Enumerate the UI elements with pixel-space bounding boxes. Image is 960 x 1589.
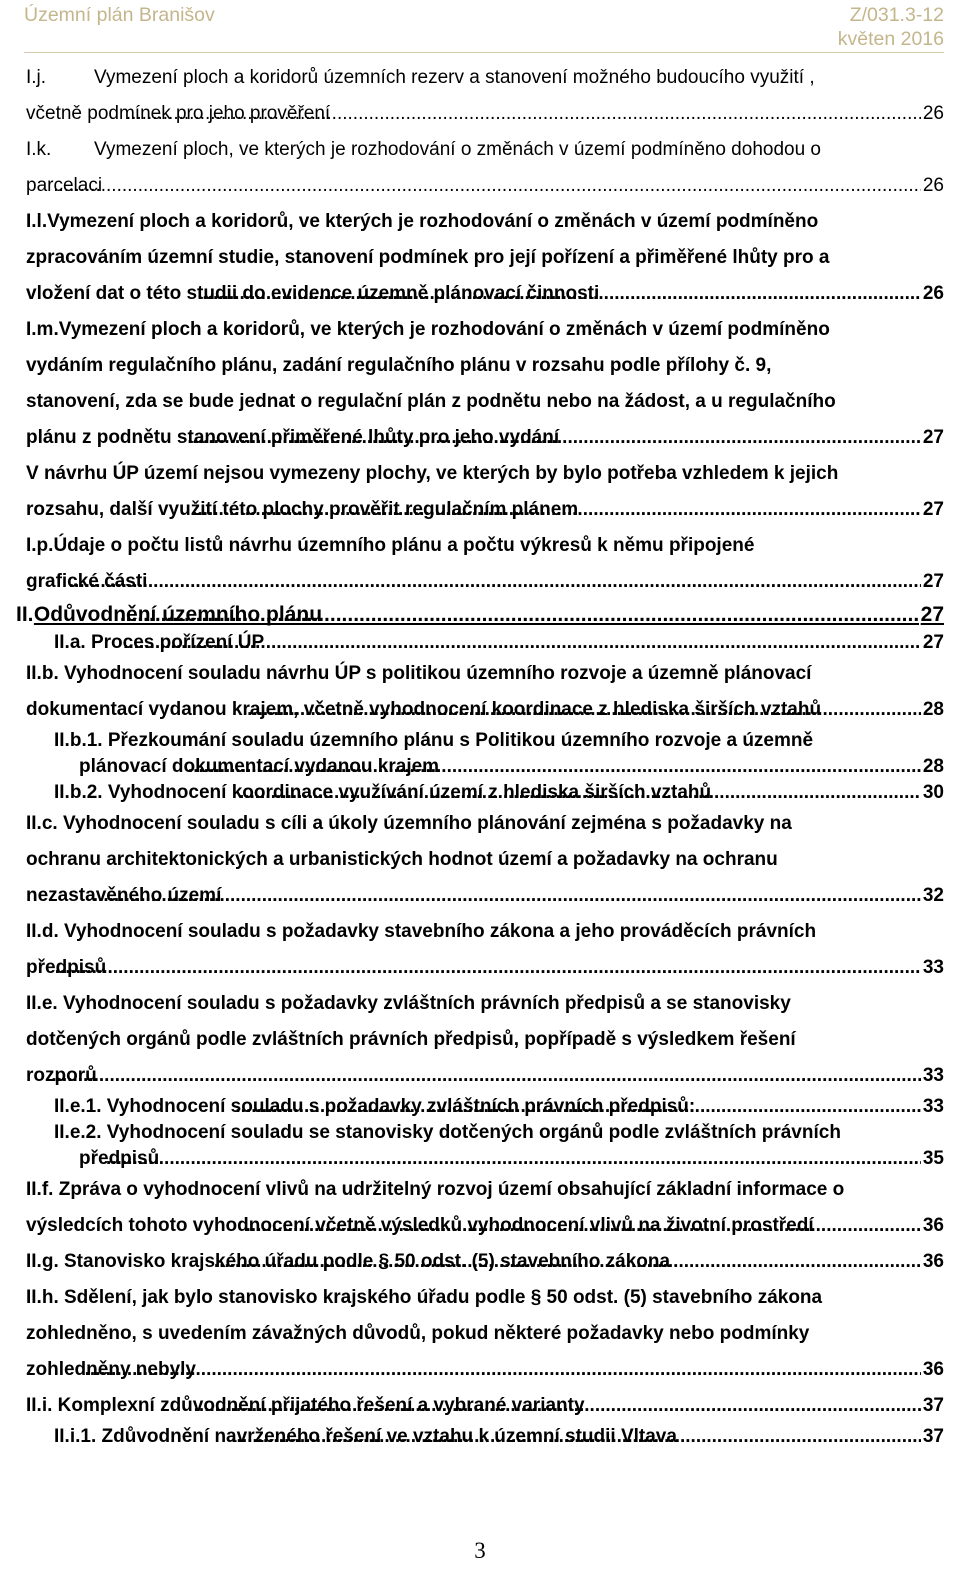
toc-entry[interactable]: [54, 1094, 944, 1120]
dot-leader: [69, 564, 921, 600]
toc-entry-title: zohledněny nebyly: [26, 1359, 196, 1380]
dot-leader: [231, 1424, 921, 1450]
toc-page-number: 33: [922, 957, 944, 978]
dot-leader: [51, 1058, 920, 1094]
table-of-contents: [16, 60, 944, 1450]
toc-entry[interactable]: [26, 1172, 944, 1244]
document-code: Z/031.3-12: [849, 4, 944, 26]
toc-entry-title: včetně podmínek pro jeho prověření: [26, 103, 331, 124]
toc-entry[interactable]: [26, 914, 944, 986]
toc-entry-line: [26, 456, 944, 492]
toc-entry-line: [26, 842, 944, 878]
dot-leader: [246, 1208, 921, 1244]
dot-leader: [235, 1094, 920, 1120]
toc-entry-title: Vymezení ploch a koridorů územních rezerv a stanovení možného budoucího využití ,: [94, 67, 815, 88]
dot-leader: [247, 692, 921, 728]
toc-entry-line: [26, 492, 944, 528]
toc-page-number: 36: [922, 1359, 944, 1380]
toc-entry[interactable]: [54, 1120, 944, 1172]
toc-entry-line: [26, 564, 944, 600]
toc-entry-line: [26, 132, 944, 168]
toc-entry-title: předpisů: [26, 957, 107, 978]
toc-entry-number: I.j.: [26, 67, 47, 88]
toc-entry-title: parcelaci: [26, 175, 103, 196]
toc-entry-line: [26, 656, 944, 692]
toc-entry[interactable]: [26, 204, 944, 312]
toc-entry-title: vložení dat o této studii do evidence územně plánovací činnosti: [26, 283, 600, 304]
toc-entry-line: [26, 1172, 944, 1208]
toc-entry-line: [54, 780, 944, 806]
toc-entry-line: [26, 950, 944, 986]
toc-entry[interactable]: [54, 630, 944, 656]
toc-entry-title: rozsahu, další využití této plochy prověřit regulačním plánem: [26, 499, 579, 520]
toc-entry-title: grafické části: [26, 571, 148, 592]
toc-entry-title: V návrhu ÚP území nejsou vymezeny plochy, ve kterých by bylo potřeba vzhledem k jejich: [26, 463, 839, 484]
toc-entry-title: plánovací dokumentací vydanou krajem: [79, 756, 440, 777]
toc-entry-number: II.: [16, 603, 34, 626]
toc-entry-title: II.f. Zpráva o vyhodnocení vlivů na udržitelný rozvoj území obsahující základní informace o: [26, 1179, 845, 1200]
toc-entry-title: plánu z podnětu stanovení přiměřené lhůty pro jeho vydání: [26, 427, 560, 448]
dot-leader: [120, 600, 919, 630]
toc-entry-line: [54, 1120, 944, 1146]
toc-entry-line: [26, 204, 944, 240]
toc-entry[interactable]: [26, 656, 944, 728]
toc-entry-line: [54, 1146, 944, 1172]
toc-page-number: 27: [922, 571, 944, 592]
toc-page-number: 28: [922, 756, 944, 777]
dot-leader: [197, 276, 921, 312]
toc-entry-line: [26, 914, 944, 950]
toc-entry-title: zpracováním územní studie, stanovení podmínek pro její pořízení a přiměřené lhůty pro a: [26, 247, 830, 268]
toc-page-number: 26: [922, 283, 944, 304]
dot-leader: [126, 96, 921, 132]
toc-entry-number: I.k.: [26, 139, 52, 160]
toc-entry-title: II.e.1. Vyhodnocení souladu s požadavky zvláštních právních předpisů:: [54, 1096, 696, 1117]
toc-page-number: 33: [922, 1065, 944, 1086]
page-header: [24, 0, 944, 53]
toc-page-number: 35: [922, 1148, 944, 1169]
dot-leader: [187, 420, 920, 456]
toc-entry-line: [54, 1094, 944, 1120]
toc-entry-line: [26, 1316, 944, 1352]
toc-entry-title: II.h. Sdělení, jak bylo stanovisko krajského úřadu podle § 50 odst. (5) stavebního zákona: [26, 1287, 823, 1308]
dot-leader: [188, 754, 921, 780]
dot-leader: [53, 168, 921, 204]
toc-entry-title: II.b.1. Přezkoumání souladu územního plánu s Politikou územního rozvoje a územně: [54, 730, 814, 751]
toc-entry-title: Vymezení ploch a koridorů, ve kterých je rozhodování o změnách v území podmíněno: [58, 319, 830, 340]
dot-leader: [194, 1388, 921, 1424]
toc-entry[interactable]: [26, 528, 944, 600]
toc-entry-line: [26, 986, 944, 1022]
toc-page-number: 27: [922, 632, 944, 653]
toc-entry-title: II.e. Vyhodnocení souladu s požadavky zvláštních právních předpisů a se stanovisky: [26, 993, 791, 1014]
toc-page-number: 36: [922, 1215, 944, 1236]
toc-entry-line: [26, 1280, 944, 1316]
toc-entry-line: [26, 692, 944, 728]
toc-entry-title: ochranu architektonických a urbanistických hodnot území a požadavky na ochranu: [26, 849, 778, 870]
toc-entry-line: [16, 600, 944, 630]
dot-leader: [239, 780, 921, 806]
toc-entry-line: [26, 168, 944, 204]
toc-entry-title: II.d. Vyhodnocení souladu s požadavky stavebního zákona a jeho prováděcích právních: [26, 921, 817, 942]
toc-page-number: 26: [922, 175, 944, 196]
toc-entry-number: I.l.: [26, 211, 48, 232]
toc-entry-line: [54, 754, 944, 780]
toc-page-number: 32: [922, 885, 944, 906]
toc-entry-title: Odůvodnění územního plánu: [33, 603, 323, 626]
toc-entry-title: II.c. Vyhodnocení souladu s cíli a úkoly územního plánování zejména s požadavky na: [26, 813, 792, 834]
toc-entry-line: [26, 1208, 944, 1244]
toc-entry[interactable]: [16, 600, 944, 630]
document-date: květen 2016: [837, 28, 944, 50]
toc-entry[interactable]: [54, 780, 944, 806]
toc-page-number: 27: [920, 603, 944, 626]
toc-entry-line: [26, 1388, 944, 1424]
toc-entry[interactable]: [26, 806, 944, 914]
toc-page-number: 37: [922, 1426, 944, 1447]
toc-entry[interactable]: [54, 1424, 944, 1450]
toc-entry-line: [26, 1058, 944, 1094]
toc-entry-title: II.i. Komplexní zdůvodnění přijatého řešení a vybrané varianty: [26, 1395, 585, 1416]
toc-entry[interactable]: [26, 1244, 944, 1280]
toc-entry-line: [26, 348, 944, 384]
toc-entry-title: nezastavěného území: [26, 885, 222, 906]
toc-entry-line: [26, 240, 944, 276]
toc-entry-title: předpisů: [79, 1148, 160, 1169]
toc-entry-title: II.i.1. Zdůvodnění navrženého řešení ve vztahu k územní studii Vltava: [54, 1426, 677, 1447]
dot-leader: [85, 1352, 921, 1388]
toc-entry-line: [26, 1244, 944, 1280]
toc-entry[interactable]: [26, 986, 944, 1094]
toc-entry-title: II.a. Proces pořízení ÚP: [54, 632, 265, 653]
toc-entry-number: I.m.: [26, 319, 59, 340]
toc-page-number: 28: [922, 699, 944, 720]
toc-entry-line: [54, 728, 944, 754]
toc-page-number: 27: [922, 427, 944, 448]
toc-entry-title: dokumentací vydanou krajem, včetně vyhodnocení koordinace z hlediska širších vztahů: [26, 699, 822, 720]
toc-entry-line: [54, 1424, 944, 1450]
toc-entry-line: [26, 420, 944, 456]
toc-entry-line: [26, 1352, 944, 1388]
toc-entry-line: [26, 276, 944, 312]
toc-entry-title: II.e.2. Vyhodnocení souladu se stanovisky dotčených orgánů podle zvláštních právních: [54, 1122, 841, 1143]
toc-entry-line: [26, 96, 944, 132]
toc-page-number: 27: [922, 499, 944, 520]
dot-leader: [55, 950, 921, 986]
toc-entry-title: II.g. Stanovisko krajského úřadu podle § 50 odst. (5) stavebního zákona: [26, 1251, 671, 1272]
toc-entry[interactable]: [26, 456, 944, 528]
toc-entry-line: [26, 878, 944, 914]
toc-entry[interactable]: [26, 1280, 944, 1388]
toc-entry-line: [26, 1022, 944, 1058]
toc-entry[interactable]: [54, 728, 944, 780]
toc-entry-title: stanovení, zda se bude jednat o regulační plán z podnětu nebo na žádost, a u regulačního: [26, 391, 836, 412]
dot-leader: [93, 878, 921, 914]
page-number: 3: [474, 1538, 486, 1563]
toc-entry-line: [26, 806, 944, 842]
toc-entry-title: vydáním regulačního plánu, zadání regulačního plánu v rozsahu podle přílohy č. 9,: [26, 355, 772, 376]
document-title: Územní plán Branišov: [24, 4, 215, 26]
toc-entry[interactable]: [26, 312, 944, 456]
toc-entry-line: [26, 312, 944, 348]
toc-page-number: 36: [922, 1251, 944, 1272]
toc-entry-line: [54, 630, 944, 656]
toc-page-number: 26: [922, 103, 944, 124]
toc-entry[interactable]: [26, 132, 944, 204]
dot-leader: [106, 1146, 921, 1172]
toc-entry-line: [26, 60, 944, 96]
toc-entry-line: [26, 528, 944, 564]
dot-leader: [192, 492, 921, 528]
toc-entry-title: zohledněno, s uvedením závažných důvodů, pokud některé požadavky nebo podmínky: [26, 1323, 810, 1344]
toc-entry-number: I.p.: [26, 535, 54, 556]
toc-entry-title: výsledcích tohoto vyhodnocení včetně výsledků vyhodnocení vlivů na životní prostředí: [26, 1215, 814, 1236]
dot-leader: [214, 1244, 921, 1280]
toc-entry-title: Vymezení ploch a koridorů, ve kterých je rozhodování o změnách v území podmíněno: [47, 211, 819, 232]
toc-entry[interactable]: [26, 60, 944, 132]
toc-entry-title: Údaje o počtu listů návrhu územního plánu a počtu výkresů k němu připojené: [53, 535, 755, 556]
toc-entry-title: II.b.2. Vyhodnocení koordinace využívání území z hlediska širších vztahů: [54, 782, 712, 803]
dot-leader: [123, 630, 921, 656]
toc-entry[interactable]: [26, 1388, 944, 1424]
toc-page-number: 33: [922, 1096, 944, 1117]
toc-entry-title: rozporů: [26, 1065, 97, 1086]
toc-page-number: 30: [922, 782, 944, 803]
toc-entry-title: Vymezení ploch, ve kterých je rozhodování o změnách v území podmíněno dohodou o: [94, 139, 822, 160]
toc-entry-title: dotčených orgánů podle zvláštních právních předpisů, popřípadě s výsledkem řešení: [26, 1029, 796, 1050]
toc-entry-title: II.b. Vyhodnocení souladu návrhu ÚP s politikou územního rozvoje a územně plánovací: [26, 663, 812, 684]
toc-page-number: 37: [922, 1395, 944, 1416]
toc-entry-line: [26, 384, 944, 420]
